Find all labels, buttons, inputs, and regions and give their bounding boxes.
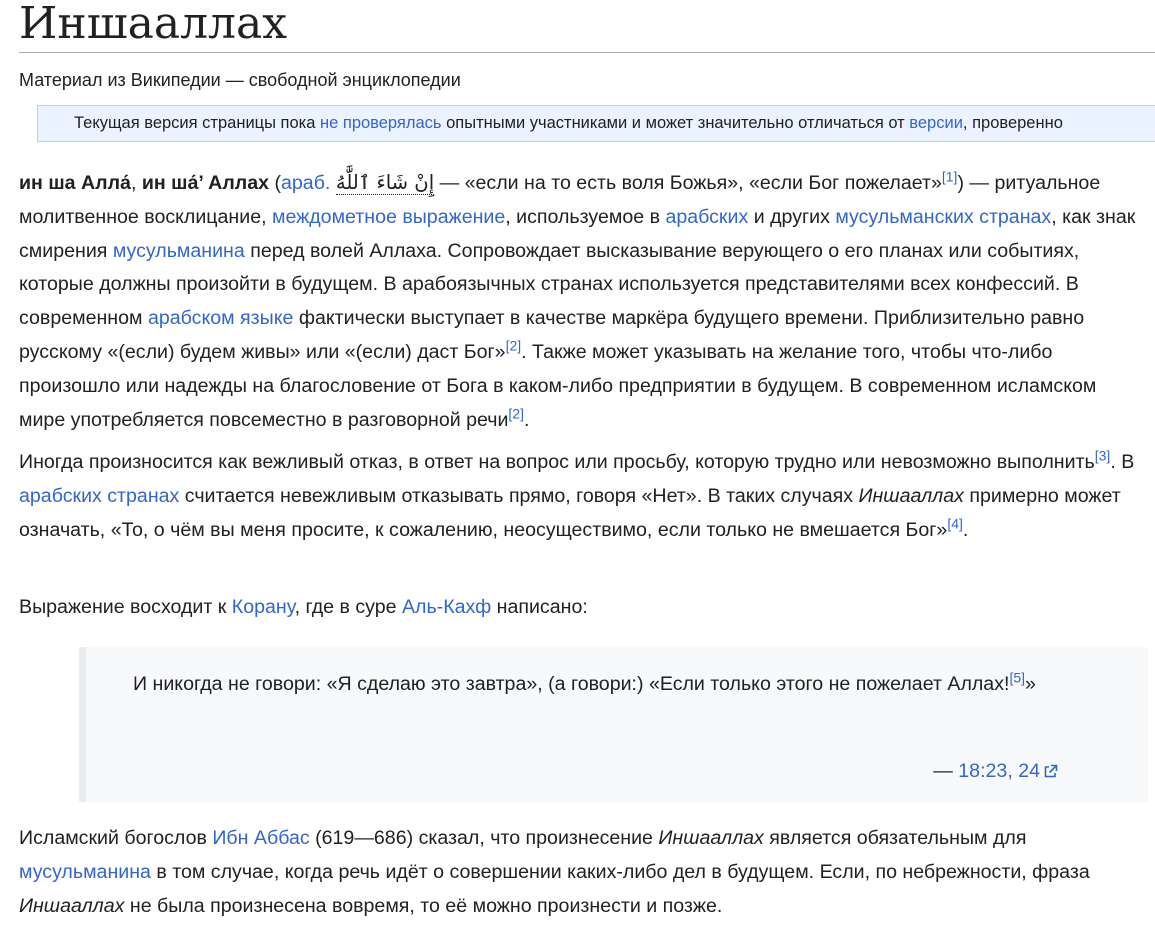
link-al-kahf[interactable]: Аль-Кахф [401, 596, 492, 618]
link-quran[interactable]: Корану [231, 596, 295, 618]
link-muslim[interactable]: мусульманина [112, 239, 245, 262]
quote-source-link[interactable] [958, 760, 1058, 782]
quote-body: И никогда не говори: «Я сделаю это завтра», (а говори:) «Если только этого не пожелает Аллах! [133, 673, 1010, 695]
term-italic: Иншааллах [658, 827, 764, 849]
text: в том случае, когда речь идёт о совершении каких-либо дел в будущем. Если, по небрежности, фраза [150, 860, 1090, 883]
notice-link-unreviewed[interactable]: не проверялась [320, 114, 442, 132]
text: Иногда произносится как вежливый отказ, в ответ на вопрос или просьбу, которую трудно или невозможно выполнить [19, 451, 1095, 473]
refusal-paragraph [19, 446, 1145, 547]
text: перед волей Аллаха. Сопровождает высказывание верующего о его планах или событиях, которые должны произойти в будущем. В арабоязычных странах используется представителями всех конфессий. В современном [19, 239, 1080, 330]
review-notice [37, 105, 1155, 142]
text: . [962, 518, 969, 541]
term-bold: ин ша́’ Аллах [141, 172, 270, 194]
text: ) — ритуальное молитвенное восклицание, [19, 172, 1101, 228]
notice-text: Текущая версия страницы пока [74, 114, 321, 132]
text: . Также может указывать на желание того, чтобы что-либо произошло или надежды на благословение от Бога в каком-либо предприятии в будущем. В современном исламском мире употребляется повсеместно в разговорной речи [19, 340, 1097, 431]
term-italic: Иншааллах [858, 484, 964, 507]
text: примерно может означать, «То, о чём вы меня просите, к сожалению, неосуществимо, если только не вмешается Бог» [19, 484, 1121, 541]
text: . [524, 408, 530, 431]
ref-4[interactable]: [4] [947, 514, 963, 531]
text: считается невежливым отказывать прямо, говоря «Нет». В таких случаях [179, 484, 859, 507]
text: и других [748, 205, 836, 228]
text: ( [269, 172, 281, 194]
term-bold: ин ша Алла́ [19, 172, 131, 194]
text: , где в суре [294, 596, 402, 618]
ref-1[interactable]: [1] [941, 168, 958, 185]
notice-link-version[interactable]: версии [909, 114, 963, 132]
link-arabic-language[interactable]: арабском языке [147, 307, 294, 330]
text [330, 172, 335, 194]
ref-3[interactable]: [3] [1094, 447, 1111, 464]
text: Исламский богослов [19, 827, 213, 849]
origin-paragraph [19, 591, 1145, 625]
text: , используемое в [505, 205, 666, 228]
quote-text [133, 668, 1063, 702]
ref-2[interactable]: [2] [508, 404, 524, 421]
ref-5[interactable]: [5] [1009, 669, 1026, 686]
text: , [130, 172, 142, 194]
text: написано: [491, 596, 588, 618]
link-muslim[interactable]: мусульманина [19, 860, 151, 883]
ref-2[interactable]: [2] [505, 337, 522, 354]
text: фактически выступает в качестве маркёра будущего времени. Приблизительно равно русскому «(если) будем живы» или «(если) даст Бог» [19, 307, 1085, 363]
quote-dash: — [933, 760, 959, 782]
external-link-icon [1043, 757, 1058, 791]
text: не была произнесена вовремя, то её можно произнести и позже. [124, 894, 723, 917]
arabic-term: إِنْ شَاءَ ٱللَّٰهُ [335, 171, 435, 194]
link-muslim-countries[interactable]: мусульманских странах [835, 205, 1052, 228]
link-interjection[interactable]: междометное выражение [271, 205, 506, 228]
text: , как знак смирения [19, 205, 1136, 262]
link-arab-countries[interactable]: арабских [665, 205, 749, 228]
text: Выражение восходит к [19, 596, 232, 618]
link-arab-countries[interactable]: арабских странах [19, 484, 180, 507]
page-title: Иншааллах [19, 0, 1155, 53]
text: . В [1110, 451, 1135, 473]
quote-source [933, 755, 1058, 791]
link-arabic-lang-abbr[interactable]: араб. [281, 172, 331, 194]
intro-paragraph [19, 166, 1145, 437]
text: (619—686) сказал, что произнесение [309, 827, 659, 849]
site-tagline: Материал из Википедии — свободной энциклопедии [19, 70, 461, 90]
quote-source-label: 18:23, 24 [958, 760, 1040, 782]
notice-text: , проверенно [962, 114, 1063, 132]
ibn-abbas-paragraph [19, 822, 1145, 923]
text: является обязательным для [763, 827, 1027, 849]
notice-text: опытными участниками и может значительно отличаться от [441, 114, 910, 132]
text: — «если на то есть воля Божья», «если Бог пожелает» [434, 172, 942, 194]
quote-close: » [1025, 673, 1036, 695]
term-italic: Иншааллах [19, 894, 125, 917]
link-ibn-abbas[interactable]: Ибн Аббас [212, 827, 310, 849]
quran-quote [79, 647, 1148, 802]
